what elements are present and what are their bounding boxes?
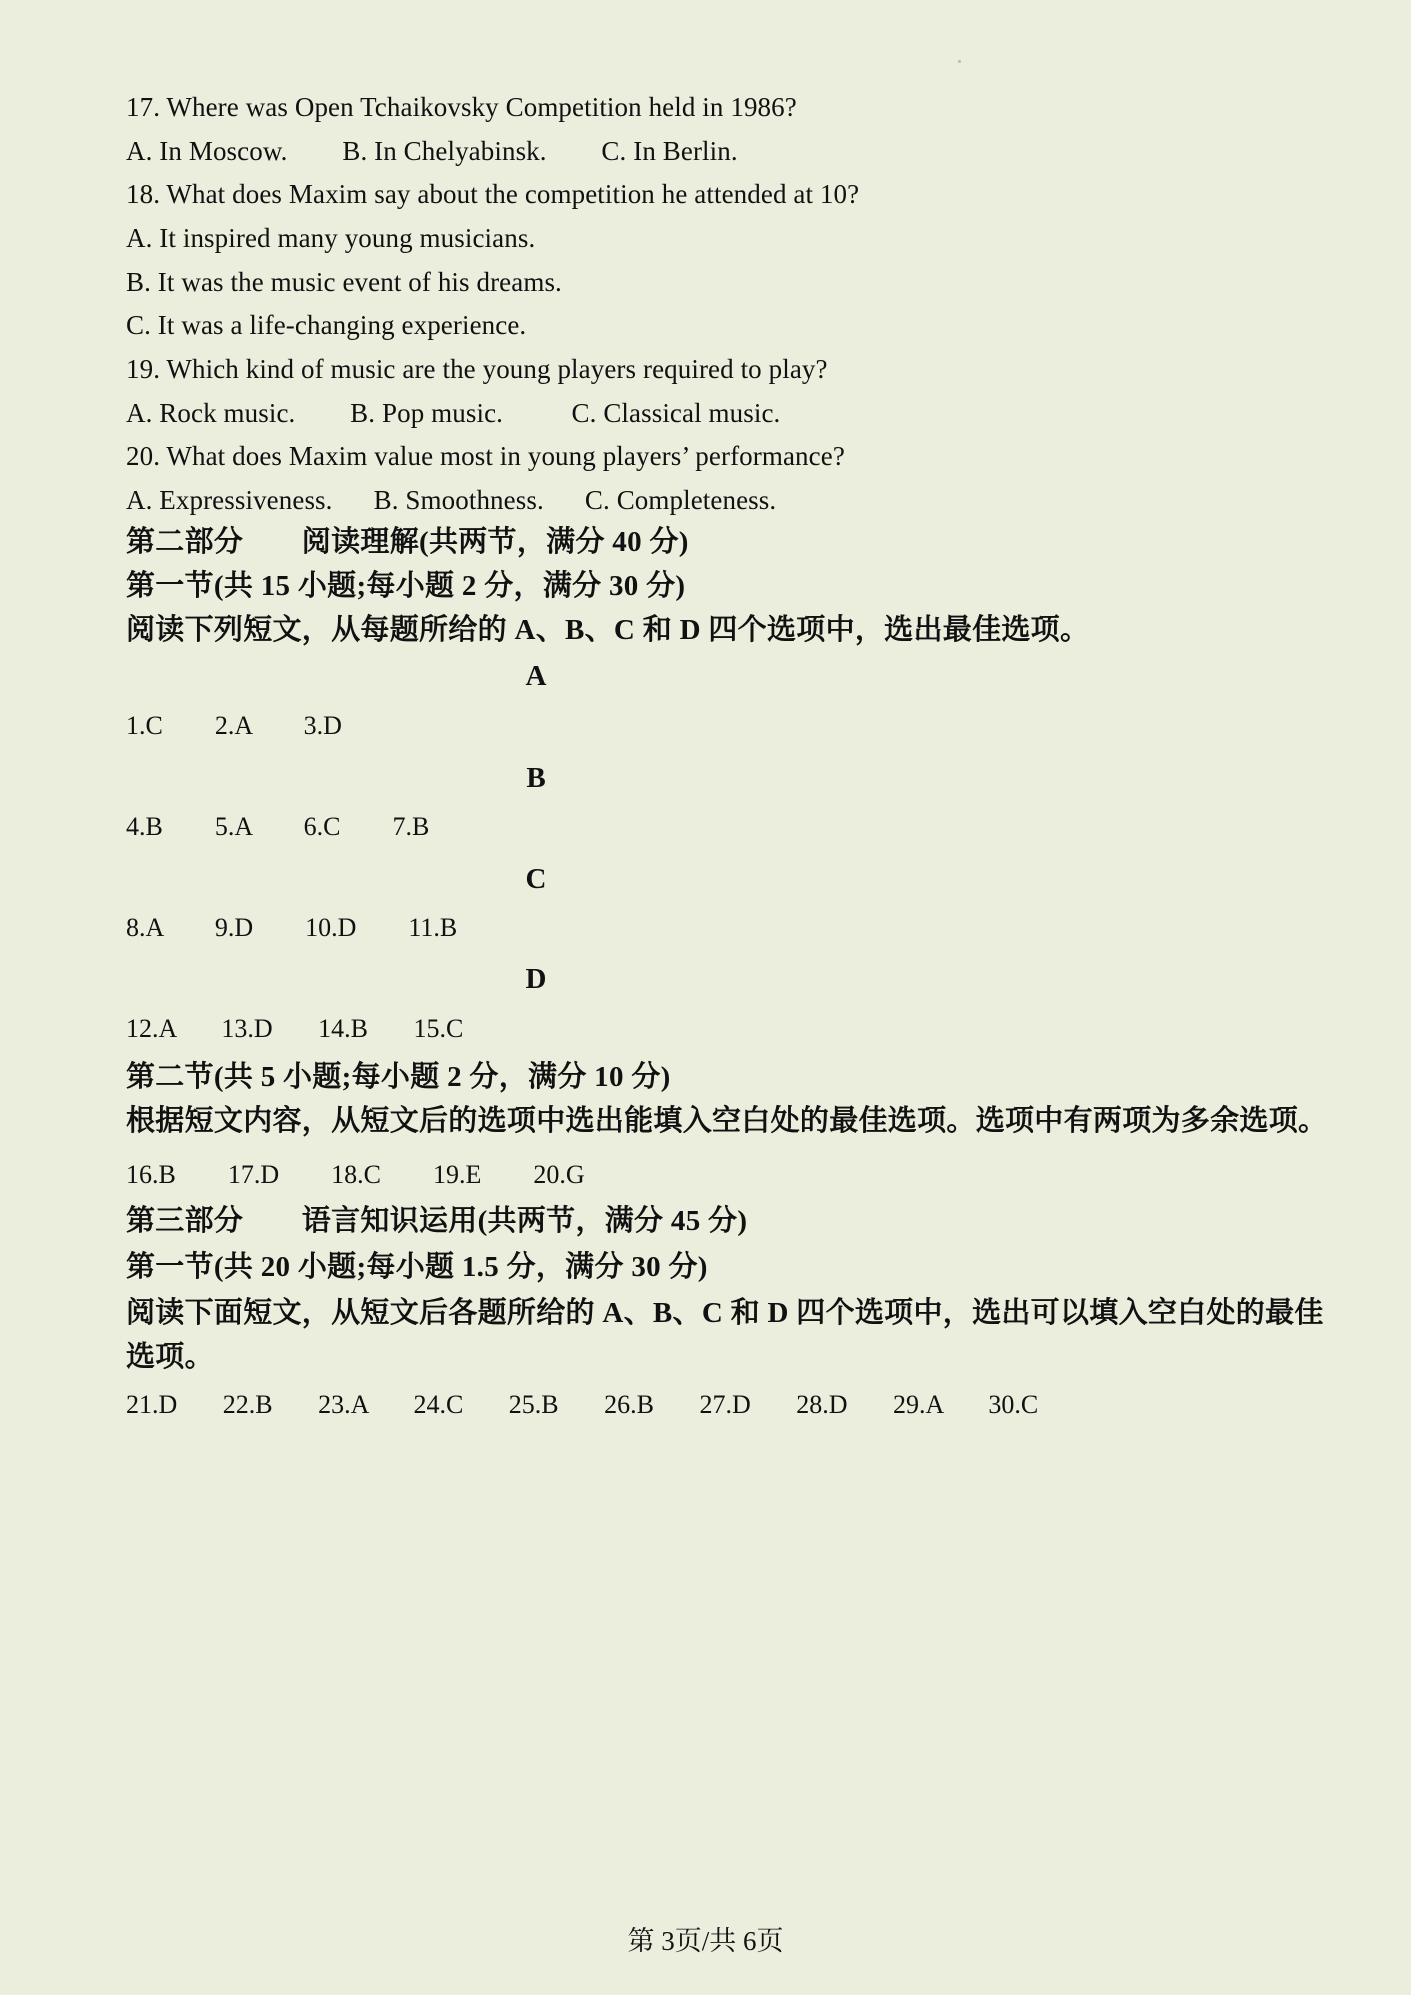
question-18-prompt: 18. What does Maxim say about the competition he attended at 10? xyxy=(126,179,860,209)
part-three-section-one-answers: 21.D 22.B 23.A 24.C 25.B 26.B 27.D 28.D 29.A 30.C xyxy=(126,1390,1039,1419)
question-18-option-a: A. It inspired many young musicians. xyxy=(126,223,536,253)
passage-c-answers: 8.A 9.D 10.D 11.B xyxy=(126,913,458,942)
question-18-option-b: B. It was the music event of his dreams. xyxy=(126,267,562,297)
part-three-section-one-instruction-line2: 选项。 xyxy=(126,1341,214,1373)
passage-a-answers: 1.C 2.A 3.D xyxy=(126,711,342,740)
passage-letter-d: D xyxy=(525,963,547,995)
part-two-heading: 第二部分 阅读理解(共两节，满分 40 分) xyxy=(126,526,689,558)
question-17-prompt: 17. Where was Open Tchaikovsky Competition held in 1986? xyxy=(126,92,797,122)
question-17-options: A. In Moscow. B. In Chelyabinsk. C. In Berlin. xyxy=(126,136,738,166)
part-two-section-two-heading: 第二节(共 5 小题;每小题 2 分，满分 10 分) xyxy=(126,1061,671,1093)
passage-d-answers: 12.A 13.D 14.B 15.C xyxy=(126,1014,464,1043)
part-three-section-one-instruction-line1: 阅读下面短文，从短文后各题所给的 A、B、C 和 D 四个选项中，选出可以填入空白处的最佳 xyxy=(126,1297,1324,1329)
page-footer: 第 3页/共 6页 xyxy=(627,1926,784,1956)
part-three-section-one-heading: 第一节(共 20 小题;每小题 1.5 分，满分 30 分) xyxy=(126,1251,708,1283)
passage-b-answers: 4.B 5.A 6.C 7.B xyxy=(126,812,430,841)
passage-letter-c: C xyxy=(525,863,547,895)
part-three-heading: 第三部分 语言知识运用(共两节，满分 45 分) xyxy=(126,1205,748,1237)
passage-letter-b: B xyxy=(526,762,546,794)
question-20-prompt: 20. What does Maxim value most in young players’ performance? xyxy=(126,441,845,471)
question-20-options: A. Expressiveness. B. Smoothness. C. Completeness. xyxy=(126,485,777,515)
page-artifact-dot xyxy=(958,60,961,63)
question-18-option-c: C. It was a life-changing experience. xyxy=(126,310,527,340)
part-two-section-one-heading: 第一节(共 15 小题;每小题 2 分，满分 30 分) xyxy=(126,570,686,602)
question-19-options: A. Rock music. B. Pop music. C. Classical music. xyxy=(126,398,781,428)
part-two-section-two-instruction: 根据短文内容，从短文后的选项中选出能填入空白处的最佳选项。选项中有两项为多余选项。 xyxy=(126,1105,1328,1137)
part-two-section-two-answers: 16.B 17.D 18.C 19.E 20.G xyxy=(126,1160,585,1189)
passage-letter-a: A xyxy=(525,660,547,692)
question-19-prompt: 19. Which kind of music are the young players required to play? xyxy=(126,354,828,384)
part-two-section-one-instruction: 阅读下列短文，从每题所给的 A、B、C 和 D 四个选项中，选出最佳选项。 xyxy=(126,614,1090,646)
